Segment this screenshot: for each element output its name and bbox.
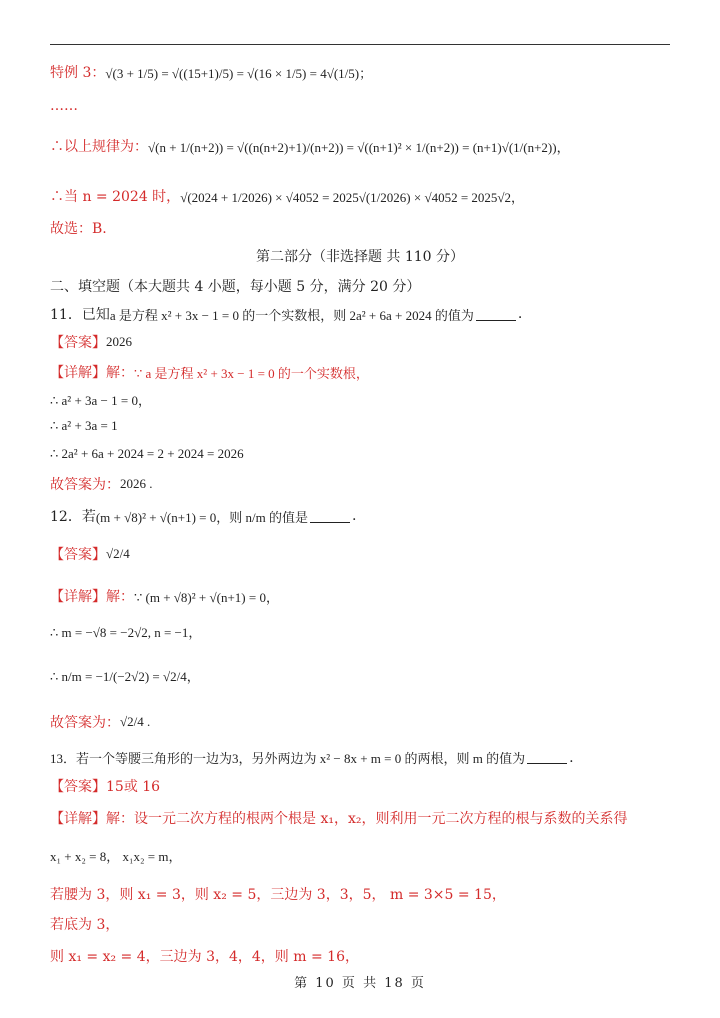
question-12: [50, 506, 680, 526]
q11-answer-value: 2026: [106, 334, 132, 349]
q12-final-label: 故答案为：: [50, 715, 120, 731]
q12-detail-1: [50, 586, 680, 606]
q11-blank: [476, 308, 516, 321]
n2024-line: [50, 186, 680, 206]
q13-detail-1-text: 设一元二次方程的根两个根是 x₁，x₂，则利用一元二次方程的根与系数的关系得: [134, 811, 628, 827]
q12-detail-2: ∴ m = −√8 = −2√2, n = −1，: [50, 625, 202, 640]
question-13: [50, 748, 680, 767]
q13-detail-2: x₁ + x₂ = 8， x₁x₂ = m，: [50, 849, 182, 864]
special-case-formula: √(3 + 1/5) = √((15+1)/5) = √(16 × 1/5) = 4√(1/5)；: [105, 65, 373, 81]
answer-tag: 【答案】: [50, 779, 106, 795]
q12-formula: (m + √8)² + √(n+1) = 0，则 n/m 的值是: [95, 509, 308, 525]
q12-end: .: [351, 508, 357, 524]
detail-tag: 【详解】解：: [50, 811, 134, 827]
q11-final-label: 故答案为：: [50, 477, 120, 493]
q13-detail-1: [50, 808, 680, 828]
page-footer: 第 10 页 共 18 页: [294, 976, 426, 991]
q11-detail-4: ∴ 2a² + 6a + 2024 = 2 + 2024 = 2026: [50, 446, 244, 461]
q11-detail-1: [50, 362, 680, 382]
special-case-3: [50, 62, 680, 82]
q12-detail-3: ∴ n/m = −1/(−2√2) = √2/4，: [50, 669, 200, 684]
n2024-formula: √(2024 + 1/2026) × √4052 = 2025√(1/2026) × √4052 = 2025√2，: [180, 189, 525, 205]
ellipsis: ……: [50, 98, 78, 114]
special-case-label: 特例 3：: [50, 65, 106, 81]
n2024-label: ∴当 n = 2024 时，: [50, 189, 181, 205]
q11-detail-1-text: ∵ a 是方程 x² + 3x − 1 = 0 的一个实数根，: [134, 365, 369, 381]
question-11: [50, 304, 680, 324]
q13-detail-3: 若腰为 3，则 x₁ = 3，则 x₂ = 5，三边为 3，3，5， m = 3×5 = 15，: [50, 887, 506, 903]
q11-detail-3: ∴ a² + 3a = 1: [50, 418, 118, 433]
header-rule: [50, 44, 670, 45]
choice-answer: 故选：B.: [50, 221, 107, 237]
q11-final: [50, 474, 680, 494]
rule-label: ∴以上规律为：: [50, 139, 148, 155]
q13-answer: [50, 776, 680, 796]
q11-prefix: 11．已知: [50, 307, 110, 323]
detail-tag: 【详解】解：: [50, 365, 134, 381]
q12-answer: [50, 544, 680, 564]
answer-tag: 【答案】: [50, 335, 106, 351]
q13-text: 13．若一个等腰三角形的一边为3，另外两边为 x² − 8x + m = 0 的两根，则 m 的值为: [50, 751, 526, 766]
rule-line: [50, 136, 680, 156]
part-two-heading: 第二部分（非选择题 共 110 分）: [255, 249, 465, 265]
q12-answer-value: √2/4: [106, 546, 130, 561]
detail-tag: 【详解】解：: [50, 589, 134, 605]
q13-blank: [527, 751, 567, 764]
rule-formula: √(n + 1/(n+2)) = √((n(n+2)+1)/(n+2)) = √((n+1)² × 1/(n+2)) = (n+1)√(1/(n+2))，: [148, 139, 570, 155]
q12-final-value: √2/4 .: [120, 714, 151, 729]
section-heading: 二、填空题（本大题共 4 小题，每小题 5 分，满分 20 分）: [50, 279, 421, 295]
q11-answer: [50, 332, 680, 352]
q12-final: [50, 712, 680, 732]
q12-detail-1-text: ∵ (m + √8)² + √(n+1) = 0，: [134, 589, 279, 605]
q11-final-value: 2026 .: [120, 476, 153, 491]
q13-detail-4: 若底为 3，: [50, 917, 120, 933]
q13-end: .: [569, 749, 574, 766]
q11-detail-2: ∴ a² + 3a − 1 = 0，: [50, 393, 151, 408]
q11-formula: a 是方程 x² + 3x − 1 = 0 的一个实数根，则 2a² + 6a + 2024 的值为: [109, 307, 474, 323]
q12-prefix: 12．若: [50, 509, 96, 525]
q13-answer-value: 15或 16: [106, 779, 161, 795]
q13-detail-5: 则 x₁ = x₂ = 4，三边为 3，4，4，则 m = 16，: [50, 949, 359, 965]
answer-tag: 【答案】: [50, 547, 106, 563]
q12-blank: [310, 510, 350, 523]
q11-end: .: [517, 306, 523, 322]
